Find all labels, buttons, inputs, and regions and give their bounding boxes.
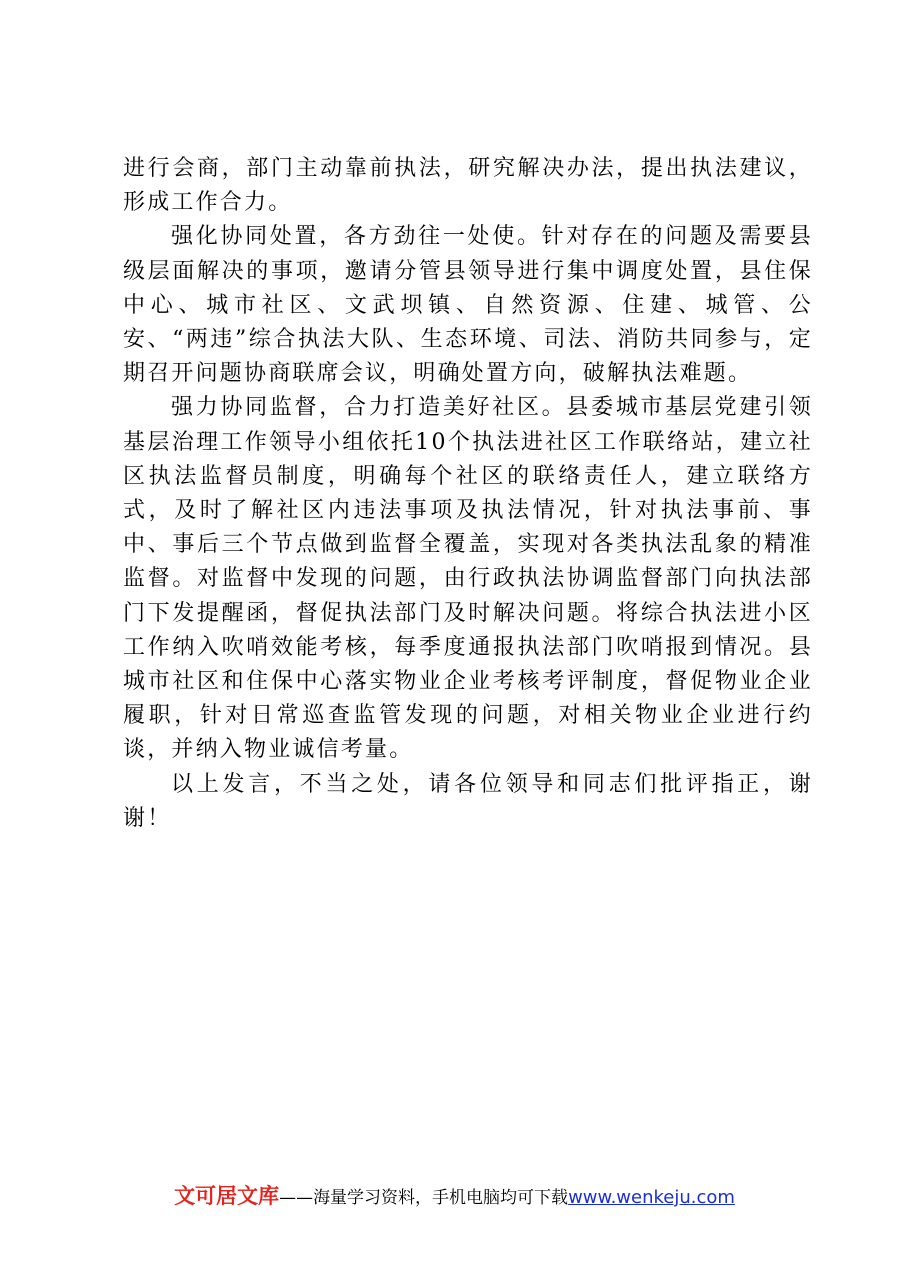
footer-watermark — [0, 1182, 909, 1212]
paragraph-closing: 以上发言，不当之处，请各位领导和同志们批评指正，谢谢！ — [123, 771, 813, 831]
paragraph-continuation: 进行会商，部门主动靠前执法，研究解决办法，提出执法建议，形成工作合力。 — [123, 156, 813, 216]
paragraph-collaborative-supervision: 强力协同监督，合力打造美好社区。县委城市基层党建引领基层治理工作领导小组依托10个执法进社区工作联络站，建立社区执法监督员制度，明确每个社区的联络责任人，建立联络方式，及时了解社区内违法事项及执法情况，针对执法事前、事中、事后三个节点做到监督全覆盖，实现对各类执法乱象的精准监督。对监督中发现的问题，由行政执法协调监督部门向执法部门下发提醒函，督促执法部门及时解决问题。将综合执法进小区工作纳入吹哨效能考核，每季度通报执法部门吹哨报到情况。县城市社区和住保中心落实物业企业考核考评制度，督促物业企业履职，针对日常巡查监管发现的问题，对相关物业企业进行约谈，并纳入物业诚信考量。 — [123, 395, 813, 763]
document-body — [123, 152, 813, 836]
footer-brand: 文可居文库 — [174, 1184, 280, 1208]
footer-tagline: ——海量学习资料，手机电脑均可下载 — [279, 1188, 569, 1208]
footer-link[interactable]: www.wenkeju.com — [568, 1187, 735, 1208]
paragraph-collaborative-disposal: 强化协同处置，各方劲往一处使。针对存在的问题及需要县级层面解决的事项，邀请分管县领导进行集中调度处置，县住保中心、城市社区、文武坝镇、自然资源、住建、城管、公安、“两违”综合执法大队、生态环境、司法、消防共同参与，定期召开问题协商联席会议，明确处置方向，破解执法难题。 — [123, 224, 813, 387]
